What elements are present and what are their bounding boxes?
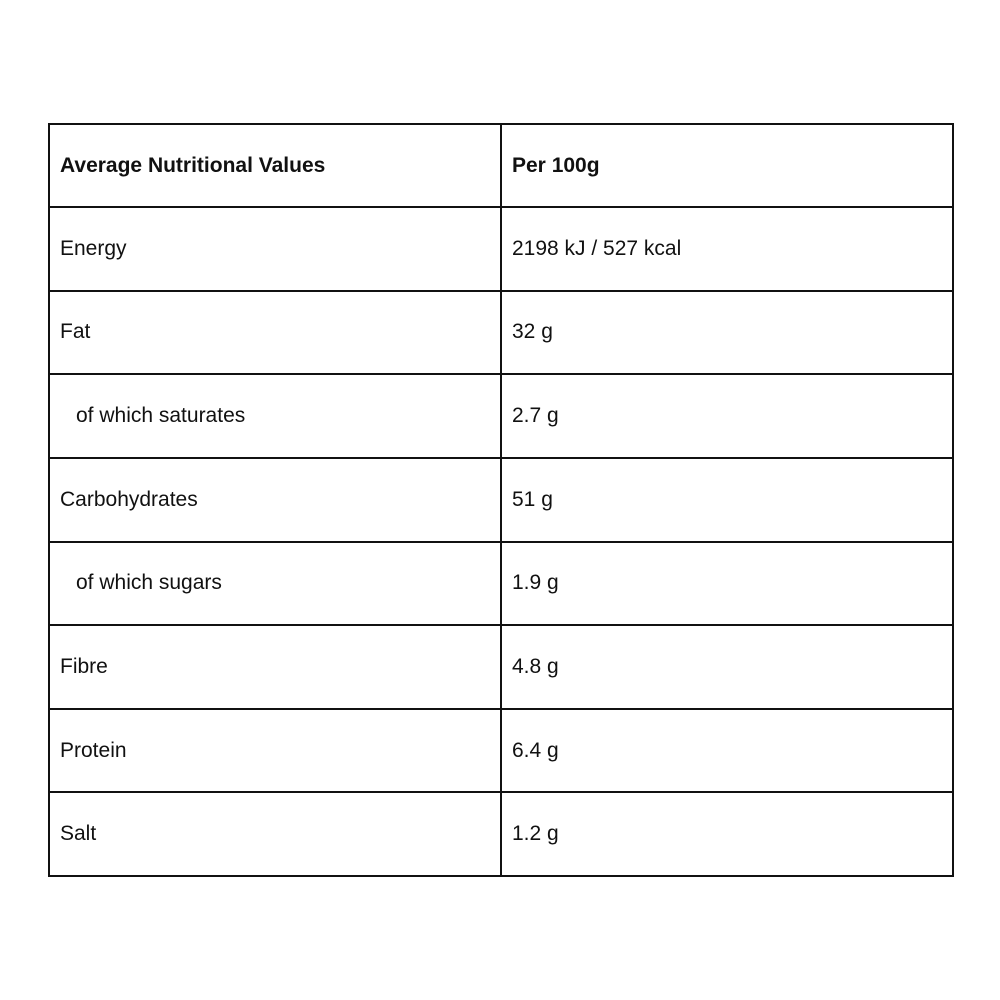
- header-nutrient: Average Nutritional Values: [49, 124, 501, 207]
- nutrient-value: 4.8 g: [501, 625, 953, 709]
- table-header: [49, 124, 953, 207]
- table-body: [49, 207, 953, 876]
- nutrient-value: 32 g: [501, 291, 953, 375]
- nutrient-name: Carbohydrates: [49, 458, 501, 542]
- table-row: [49, 542, 953, 626]
- nutrient-name: of which sugars: [49, 542, 501, 626]
- header-row: [49, 124, 953, 207]
- nutrient-name: Fat: [49, 291, 501, 375]
- nutrient-name: Fibre: [49, 625, 501, 709]
- table-row: [49, 458, 953, 542]
- header-per-100g: Per 100g: [501, 124, 953, 207]
- nutrient-name: Protein: [49, 709, 501, 793]
- table-row: [49, 625, 953, 709]
- table-row: [49, 792, 953, 876]
- nutrient-value: 51 g: [501, 458, 953, 542]
- table-row: [49, 374, 953, 458]
- nutrient-value: 1.9 g: [501, 542, 953, 626]
- nutrient-name: of which saturates: [49, 374, 501, 458]
- nutrient-name: Salt: [49, 792, 501, 876]
- nutrient-value: 2198 kJ / 527 kcal: [501, 207, 953, 291]
- nutrient-value: 1.2 g: [501, 792, 953, 876]
- table-row: [49, 291, 953, 375]
- nutrition-table: [48, 123, 954, 877]
- nutrient-value: 6.4 g: [501, 709, 953, 793]
- table-row: [49, 709, 953, 793]
- nutrient-value: 2.7 g: [501, 374, 953, 458]
- table-row: [49, 207, 953, 291]
- nutrient-name: Energy: [49, 207, 501, 291]
